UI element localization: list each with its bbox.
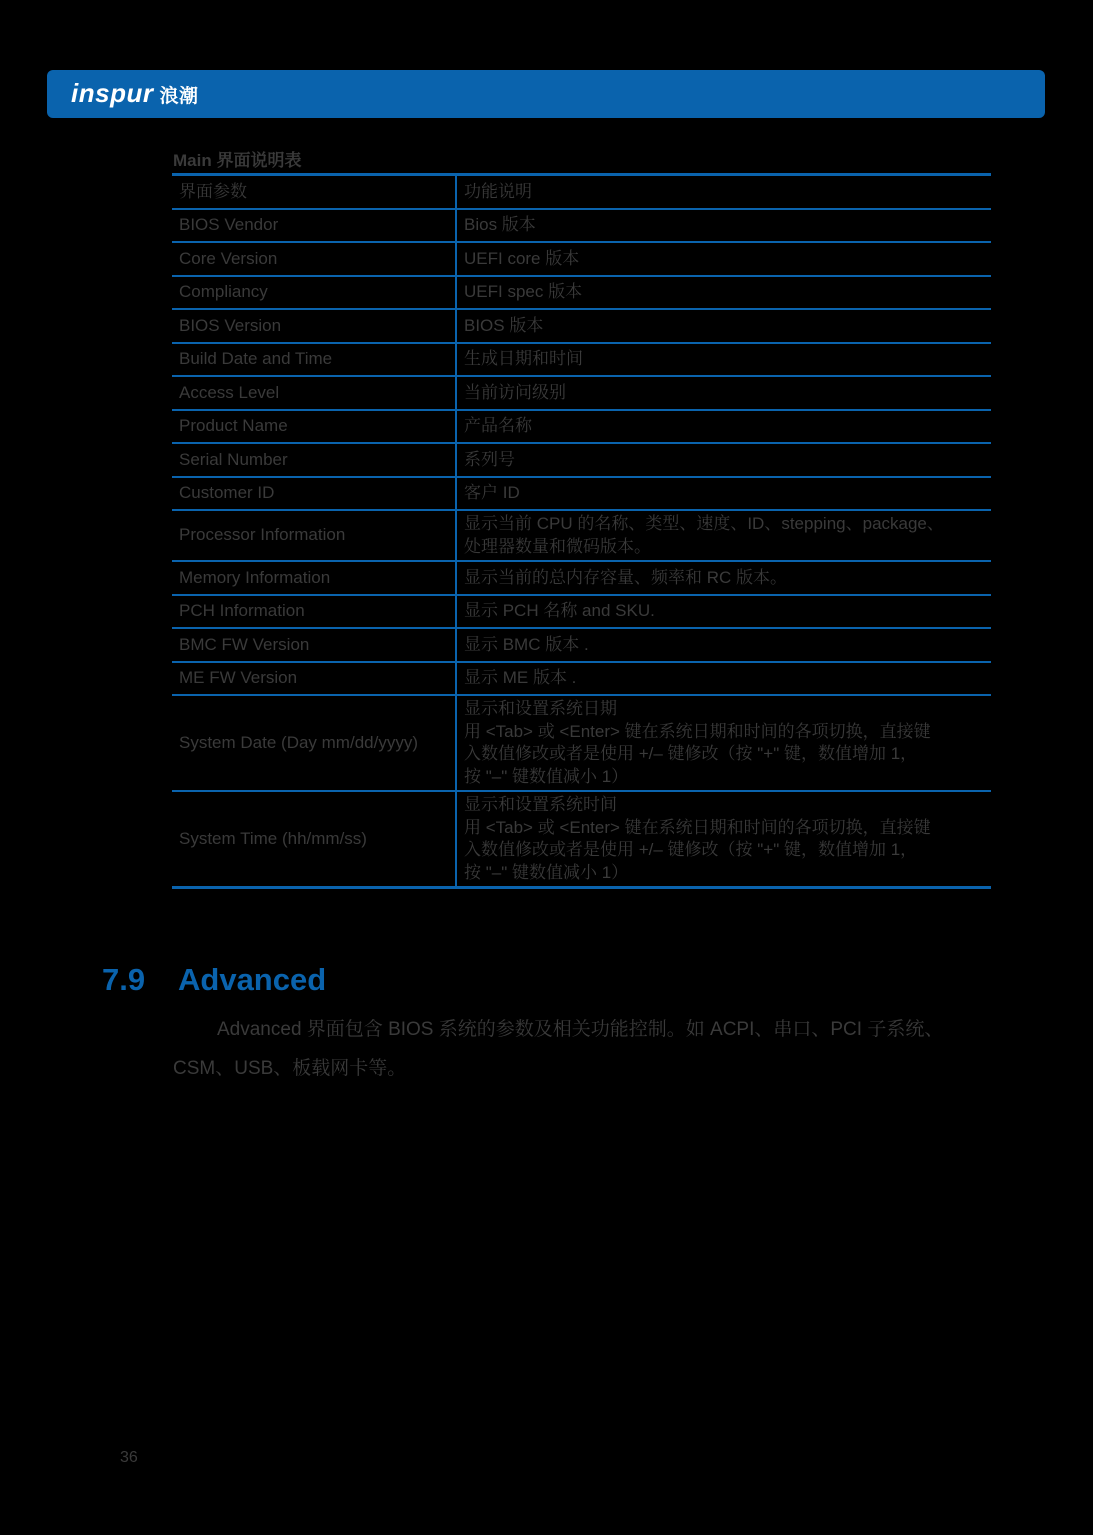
param-cell: PCH Information	[172, 595, 456, 629]
param-cell: Compliancy	[172, 276, 456, 310]
desc-line: 生成日期和时间	[464, 349, 583, 368]
table-row	[172, 628, 991, 662]
desc-line: 客户 ID	[464, 483, 520, 502]
table-caption: Main 界面说明表	[173, 151, 302, 170]
desc-line: 处理器数量和微码版本。	[464, 536, 651, 556]
desc-line: 入数值修改或者是使用 +/– 键修改（按 "+" 键，数值增加 1，	[464, 840, 918, 859]
desc-line: 显示当前 CPU 的名称、类型、速度、ID、stepping、package、	[464, 514, 944, 533]
table-row	[172, 376, 991, 410]
param-cell: BIOS Version	[172, 309, 456, 343]
table-row	[172, 510, 991, 561]
logo-cn-text: 浪潮	[159, 86, 199, 107]
table-row	[172, 242, 991, 276]
desc-cell	[456, 561, 991, 595]
desc-cell	[456, 695, 991, 791]
desc-line: 用 <Tab> 或 <Enter> 键在系统日期和时间的各项切换，直接键	[464, 817, 931, 837]
desc-line: BIOS 版本	[464, 315, 544, 335]
desc-cell	[456, 595, 991, 629]
desc-cell	[456, 276, 991, 310]
section-heading	[102, 962, 326, 998]
desc-cell	[456, 343, 991, 377]
table-row	[172, 477, 991, 511]
desc-line: UEFI core 版本	[464, 248, 580, 268]
inspur-logo	[71, 78, 198, 109]
desc-cell	[456, 242, 991, 276]
desc-line: 按 "–" 键数值减小 1）	[464, 766, 629, 786]
param-cell: Customer ID	[172, 477, 456, 511]
desc-line: 用 <Tab> 或 <Enter> 键在系统日期和时间的各项切换，直接键	[464, 721, 931, 741]
desc-line: 显示和设置系统日期	[464, 699, 617, 718]
table-row	[172, 343, 991, 377]
desc-line: 显示 BMC 版本 .	[464, 634, 589, 654]
table-row	[172, 276, 991, 310]
section-body: Advanced 界面包含 BIOS 系统的参数及相关功能控制。如 ACPI、串口、PCI 子系统、CSM、USB、板载网卡等。	[173, 1019, 944, 1079]
desc-cell	[456, 376, 991, 410]
table-row	[172, 791, 991, 888]
table-row	[172, 209, 991, 243]
desc-cell	[456, 209, 991, 243]
param-cell: Serial Number	[172, 443, 456, 477]
desc-line: 显示和设置系统时间	[464, 795, 617, 814]
param-cell: BMC FW Version	[172, 628, 456, 662]
desc-cell	[456, 791, 991, 888]
param-cell: Core Version	[172, 242, 456, 276]
param-cell: System Date (Day mm/dd/yyyy)	[172, 695, 456, 791]
table-row	[172, 662, 991, 696]
desc-line: UEFI spec 版本	[464, 282, 583, 301]
desc-line: 产品名称	[464, 416, 532, 435]
desc-cell	[456, 477, 991, 511]
param-cell: Build Date and Time	[172, 343, 456, 377]
header-desc: 功能说明	[456, 175, 991, 209]
param-cell: Access Level	[172, 376, 456, 410]
table-row	[172, 595, 991, 629]
desc-line: 系列号	[464, 449, 515, 469]
desc-line: 当前访问级别	[464, 382, 566, 402]
param-cell: BIOS Vendor	[172, 209, 456, 243]
desc-cell	[456, 510, 991, 561]
desc-line: 显示当前的总内存容量、频率和 RC 版本。	[464, 567, 787, 587]
table-row	[172, 309, 991, 343]
header-bar	[47, 70, 1045, 118]
table-header-row	[172, 175, 991, 209]
param-cell: ME FW Version	[172, 662, 456, 696]
desc-line: 显示 ME 版本 .	[464, 668, 577, 687]
desc-line: 显示 PCH 名称 and SKU.	[464, 601, 655, 620]
section-title: Advanced	[178, 962, 327, 997]
desc-line: Bios 版本	[464, 215, 536, 234]
desc-line: 入数值修改或者是使用 +/– 键修改（按 "+" 键，数值增加 1，	[464, 744, 918, 763]
param-cell: Processor Information	[172, 510, 456, 561]
desc-line: 按 "–" 键数值减小 1）	[464, 862, 629, 882]
table-row	[172, 561, 991, 595]
section-number: 7.9	[102, 962, 146, 997]
table-row	[172, 410, 991, 444]
desc-cell	[456, 628, 991, 662]
header-param: 界面参数	[172, 175, 456, 209]
param-cell: Memory Information	[172, 561, 456, 595]
param-cell: System Time (hh/mm/ss)	[172, 791, 456, 888]
desc-cell	[456, 309, 991, 343]
table-row	[172, 443, 991, 477]
logo-text: inspur	[71, 78, 154, 108]
desc-cell	[456, 443, 991, 477]
page-number: 36	[120, 1449, 138, 1466]
param-cell: Product Name	[172, 410, 456, 444]
desc-cell	[456, 410, 991, 444]
table-row	[172, 695, 991, 791]
main-interface-table	[172, 173, 991, 889]
desc-cell	[456, 662, 991, 696]
